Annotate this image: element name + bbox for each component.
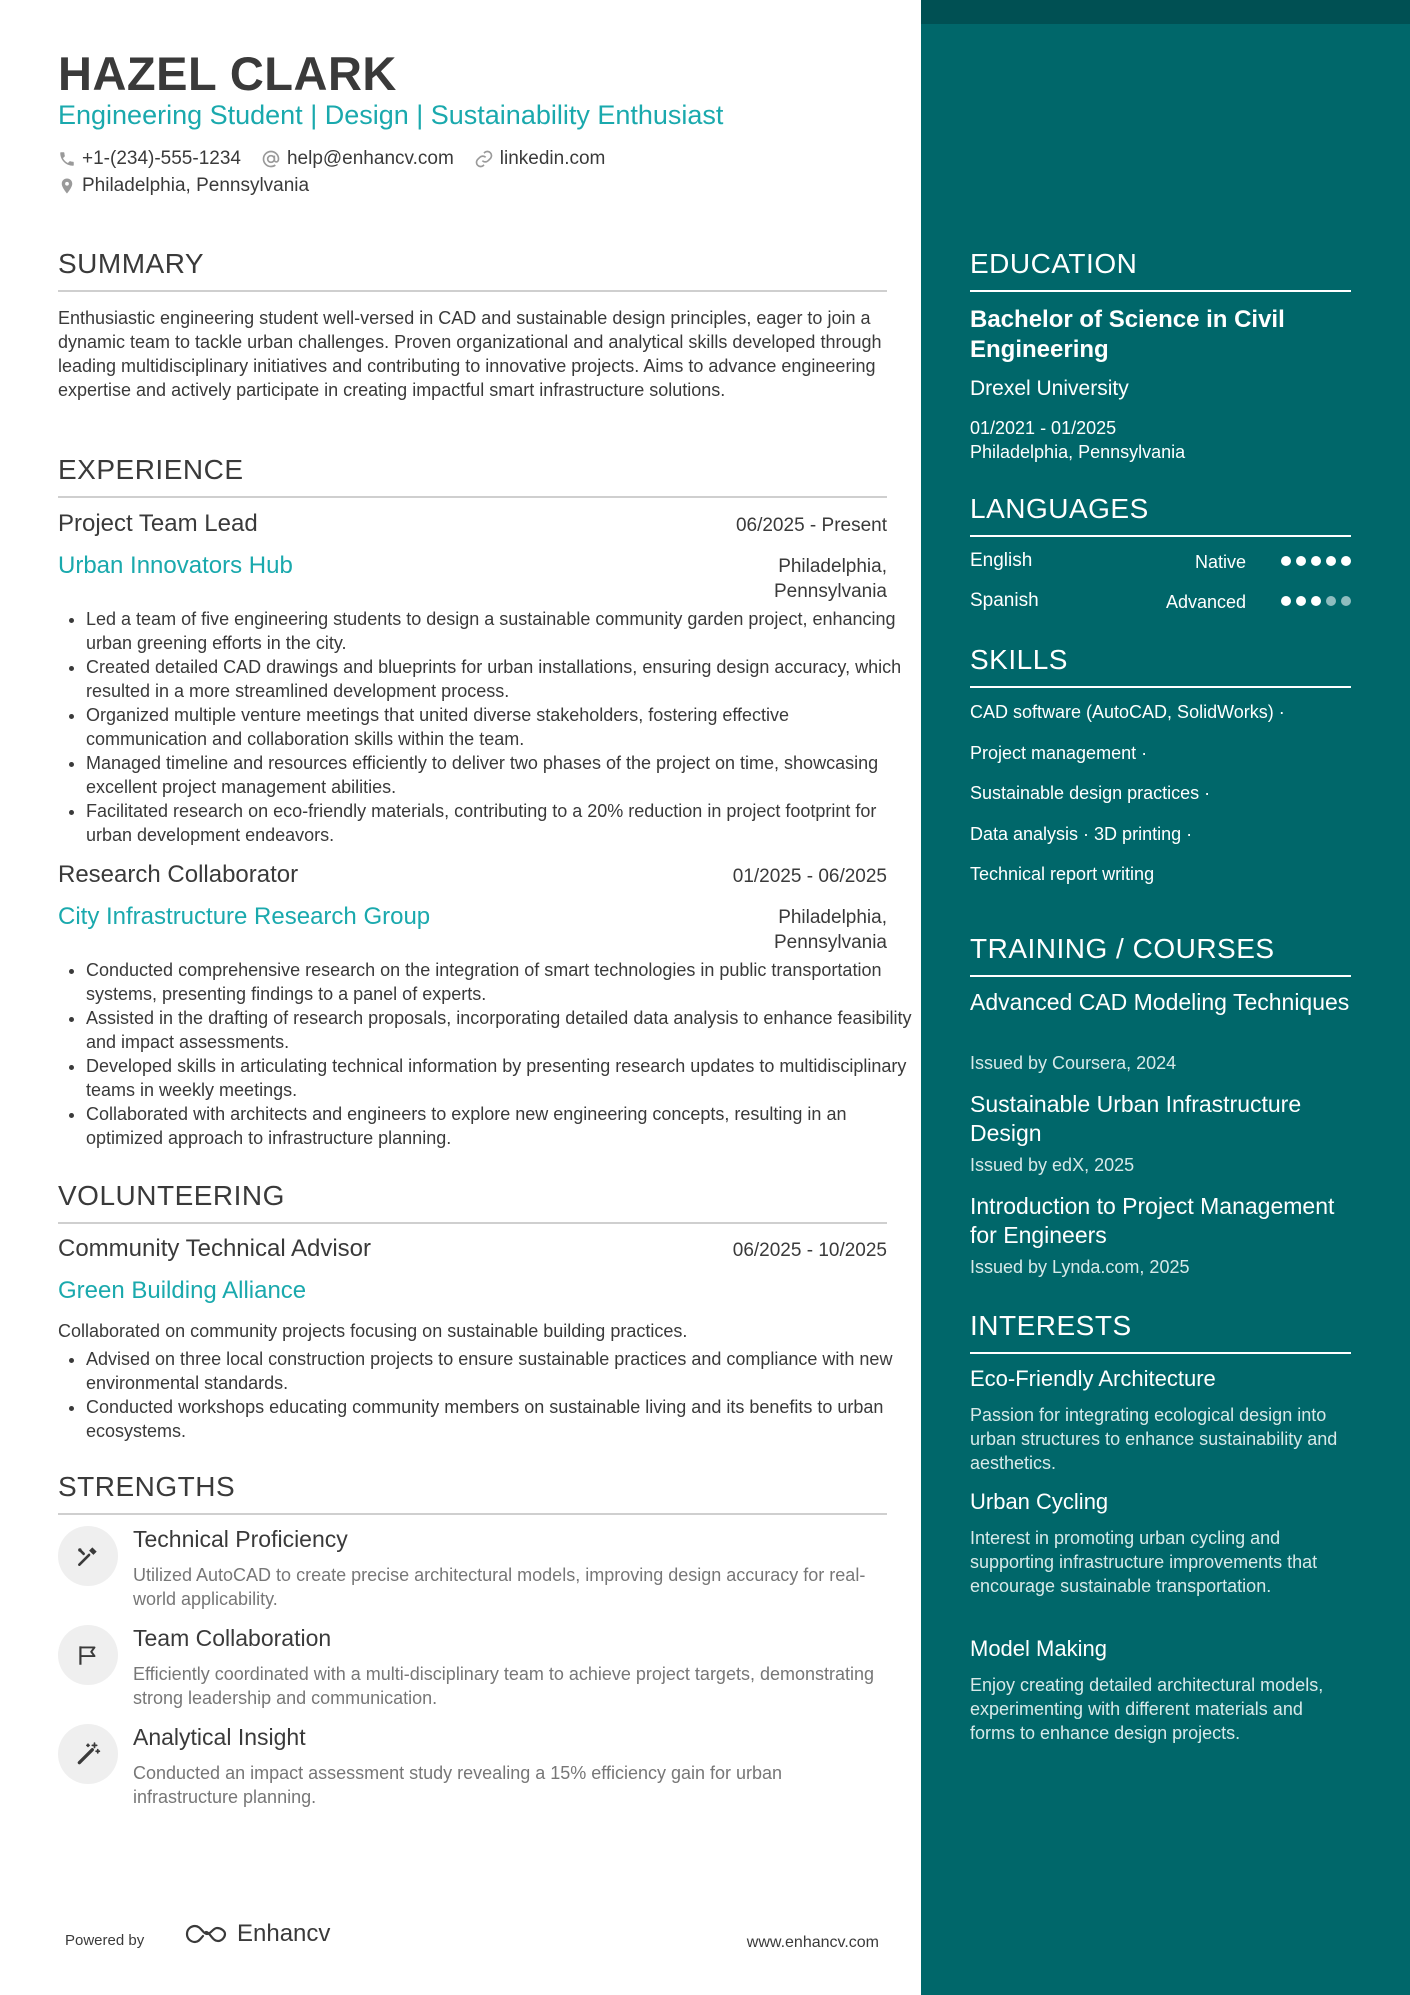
list-item: • Facilitated research on eco-friendly materials, contributing to a 20% reduction in project footprint for urban development endeavors. [86, 799, 915, 847]
list-item: • Led a team of five engineering students to design a sustainable community garden project, enhancing urban greening efforts in the city. [86, 607, 915, 655]
course-issuer: Issued by Coursera, 2024 [970, 1053, 1177, 1073]
interests-heading: INTERESTS [970, 1310, 1351, 1354]
strengths-heading: STRENGTHS [58, 1471, 887, 1515]
list-item: • Developed skills in articulating technical information by presenting research updates to multidisciplinary teams in weekly meetings. [86, 1054, 915, 1102]
powered-by-label: Powered by [65, 1932, 145, 1949]
job-organization: City Infrastructure Research Group [58, 903, 431, 930]
language-rating [1276, 556, 1351, 566]
job-location-line2: Pennsylvania [773, 581, 887, 602]
contact-phone[interactable] [58, 148, 241, 170]
list-item: • Collaborated with architects and engineers to explore new engineering concepts, resulting in an optimized approach to infrastructure planning. [86, 1102, 915, 1150]
volunteer-title: Community Technical Advisor [58, 1235, 372, 1262]
training-heading: TRAINING / COURSES [970, 933, 1351, 977]
strength-title: Analytical Insight [133, 1724, 306, 1750]
strength-title: Team Collaboration [133, 1625, 332, 1651]
rating-dot [1311, 596, 1321, 606]
tools-icon [75, 1543, 101, 1569]
school-name: Drexel University [970, 377, 1129, 400]
interest-title: Model Making [970, 1636, 1107, 1661]
language-name: English [970, 550, 1033, 571]
rating-dot [1341, 556, 1351, 566]
contact-linkedin[interactable] [474, 148, 606, 170]
rating-dot [1326, 596, 1336, 606]
list-item: • Conducted comprehensive research on the integration of smart technologies in public transportation systems, presenting findings to a panel of experts. [86, 958, 915, 1006]
sidebar-top-bar [921, 0, 1410, 24]
course-issuer: Issued by Lynda.com, 2025 [970, 1257, 1190, 1277]
rating-dot [1326, 556, 1336, 566]
summary-text: Enthusiastic engineering student well-versed in CAD and sustainable design principles, eager to join a dynamic team to tackle urban challenges. Proven organizational and analytical skills developed through leading multidisciplinary initiatives and contributing to innovative projects. Aims to advance engineering expertise and actively participate in creating impactful smart infrastructure solutions. [58, 308, 882, 400]
degree-title: Bachelor of Science in Civil Engineering [970, 306, 1285, 363]
location-item [58, 175, 309, 197]
volunteer-bullets [58, 1347, 915, 1443]
skills-heading: SKILLS [970, 644, 1351, 688]
job-dates: 06/2025 - Present [735, 515, 887, 536]
strength-description: Conducted an impact assessment study revealing a 15% efficiency gain for urban infrastructure planning. [133, 1763, 783, 1807]
interest-title: Urban Cycling [970, 1489, 1109, 1514]
education-location: Philadelphia, Pennsylvania [970, 442, 1186, 462]
course-title: Sustainable Urban Infrastructure Design [970, 1091, 1302, 1146]
linkedin-text: linkedin.com [499, 148, 606, 169]
contact-email[interactable] [261, 148, 454, 170]
experience-heading: EXPERIENCE [58, 454, 887, 498]
course-title: Introduction to Project Management for Engineers [970, 1193, 1335, 1248]
at-icon [261, 149, 281, 169]
resume-name: HAZEL CLARK [58, 47, 397, 100]
job-location [774, 905, 887, 955]
phone-text: +1-(234)-555-1234 [82, 148, 241, 169]
education-dates: 01/2021 - 01/2025 [970, 418, 1117, 438]
job-dates: 01/2025 - 06/2025 [732, 866, 887, 887]
volunteer-intro: Collaborated on community projects focusing on sustainable building practices. [58, 1321, 688, 1341]
skill-line: Sustainable design practices · [970, 783, 1211, 803]
job-title: Project Team Lead [58, 510, 258, 537]
list-item: • Advised on three local construction projects to ensure sustainable practices and compliance with new environmental standards. [86, 1347, 915, 1395]
list-item: • Organized multiple venture meetings that united diverse stakeholders, fostering effective communication and collaboration skills within the team. [86, 703, 915, 751]
job-organization: Urban Innovators Hub [58, 552, 293, 579]
interest-description: Enjoy creating detailed architectural models, experimenting with different materials and forms to enhance design projects. [970, 1675, 1324, 1743]
interest-description: Passion for integrating ecological design into urban structures to enhance sustainability and aesthetics. [970, 1405, 1338, 1473]
email-text: help@enhancv.com [286, 148, 454, 169]
course-issuer: Issued by edX, 2025 [970, 1155, 1135, 1175]
list-item: • Managed timeline and resources efficiently to deliver two phases of the project on time, showcasing excellent project management abilities. [86, 751, 915, 799]
language-level: Native [1194, 552, 1246, 572]
job-bullets [58, 607, 915, 847]
footer-url[interactable]: www.enhancv.com [746, 1934, 879, 1951]
rating-dot [1281, 596, 1291, 606]
rating-dot [1296, 596, 1306, 606]
course-title: Advanced CAD Modeling Techniques [970, 989, 1350, 1015]
language-row [970, 590, 1351, 620]
strength-title: Technical Proficiency [133, 1526, 348, 1552]
skill-line: Project management · [970, 743, 1148, 763]
strength-description: Utilized AutoCAD to create precise architectural models, improving design accuracy for real-world applicability. [133, 1565, 866, 1609]
flag-icon [75, 1642, 101, 1668]
phone-icon [58, 150, 76, 168]
list-item: • Conducted workshops educating community members on sustainable living and its benefits to urban ecosystems. [86, 1395, 915, 1443]
enhancv-logo[interactable] [183, 1920, 330, 1948]
strength-icon-badge [58, 1625, 118, 1685]
volunteering-heading: VOLUNTEERING [58, 1180, 887, 1224]
job-location [774, 554, 887, 604]
summary-heading: SUMMARY [58, 248, 887, 292]
language-level: Advanced [1165, 592, 1246, 612]
skill-line: Data analysis · 3D printing · [970, 824, 1193, 844]
contact-location [58, 175, 329, 197]
list-item: • Assisted in the drafting of research proposals, incorporating detailed data analysis to enhance feasibility and impact assessments. [86, 1006, 915, 1054]
rating-dot [1341, 596, 1351, 606]
job-location-line2: Pennsylvania [773, 932, 887, 953]
job-bullets [58, 958, 915, 1150]
languages-heading: LANGUAGES [970, 493, 1351, 537]
language-row [970, 550, 1351, 580]
location-text: Philadelphia, Pennsylvania [82, 175, 310, 196]
volunteer-organization: Green Building Alliance [58, 1277, 307, 1304]
strength-icon-badge [58, 1724, 118, 1784]
resume-title: Engineering Student | Design | Sustainability Enthusiast [58, 100, 724, 130]
job-location-line1: Philadelphia, [778, 907, 887, 928]
job-title: Research Collaborator [58, 861, 299, 888]
language-name: Spanish [970, 590, 1039, 611]
skill-line: Technical report writing [970, 864, 1155, 884]
skill-line: CAD software (AutoCAD, SolidWorks) · [970, 702, 1285, 722]
magic-wand-icon [75, 1741, 101, 1767]
job-location-line1: Philadelphia, [778, 556, 887, 577]
volunteer-dates: 06/2025 - 10/2025 [732, 1240, 887, 1261]
brand-name: Enhancv [237, 1920, 331, 1947]
rating-dot [1296, 556, 1306, 566]
rating-dot [1311, 556, 1321, 566]
strength-icon-badge [58, 1526, 118, 1586]
enhancv-logo-icon [183, 1921, 231, 1947]
education-heading: EDUCATION [970, 248, 1351, 292]
language-rating [1276, 596, 1351, 606]
location-pin-icon [58, 176, 76, 196]
contact-row [58, 148, 625, 170]
rating-dot [1281, 556, 1291, 566]
interest-title: Eco-Friendly Architecture [970, 1366, 1216, 1391]
strength-description: Efficiently coordinated with a multi-disciplinary team to achieve project targets, demonstrating strong leadership and communication. [133, 1664, 875, 1708]
link-icon [474, 149, 494, 169]
interest-description: Interest in promoting urban cycling and supporting infrastructure improvements that encourage sustainable transportation. [970, 1528, 1318, 1596]
list-item: • Created detailed CAD drawings and blueprints for urban installations, ensuring design accuracy, which resulted in a more streamlined development process. [86, 655, 915, 703]
